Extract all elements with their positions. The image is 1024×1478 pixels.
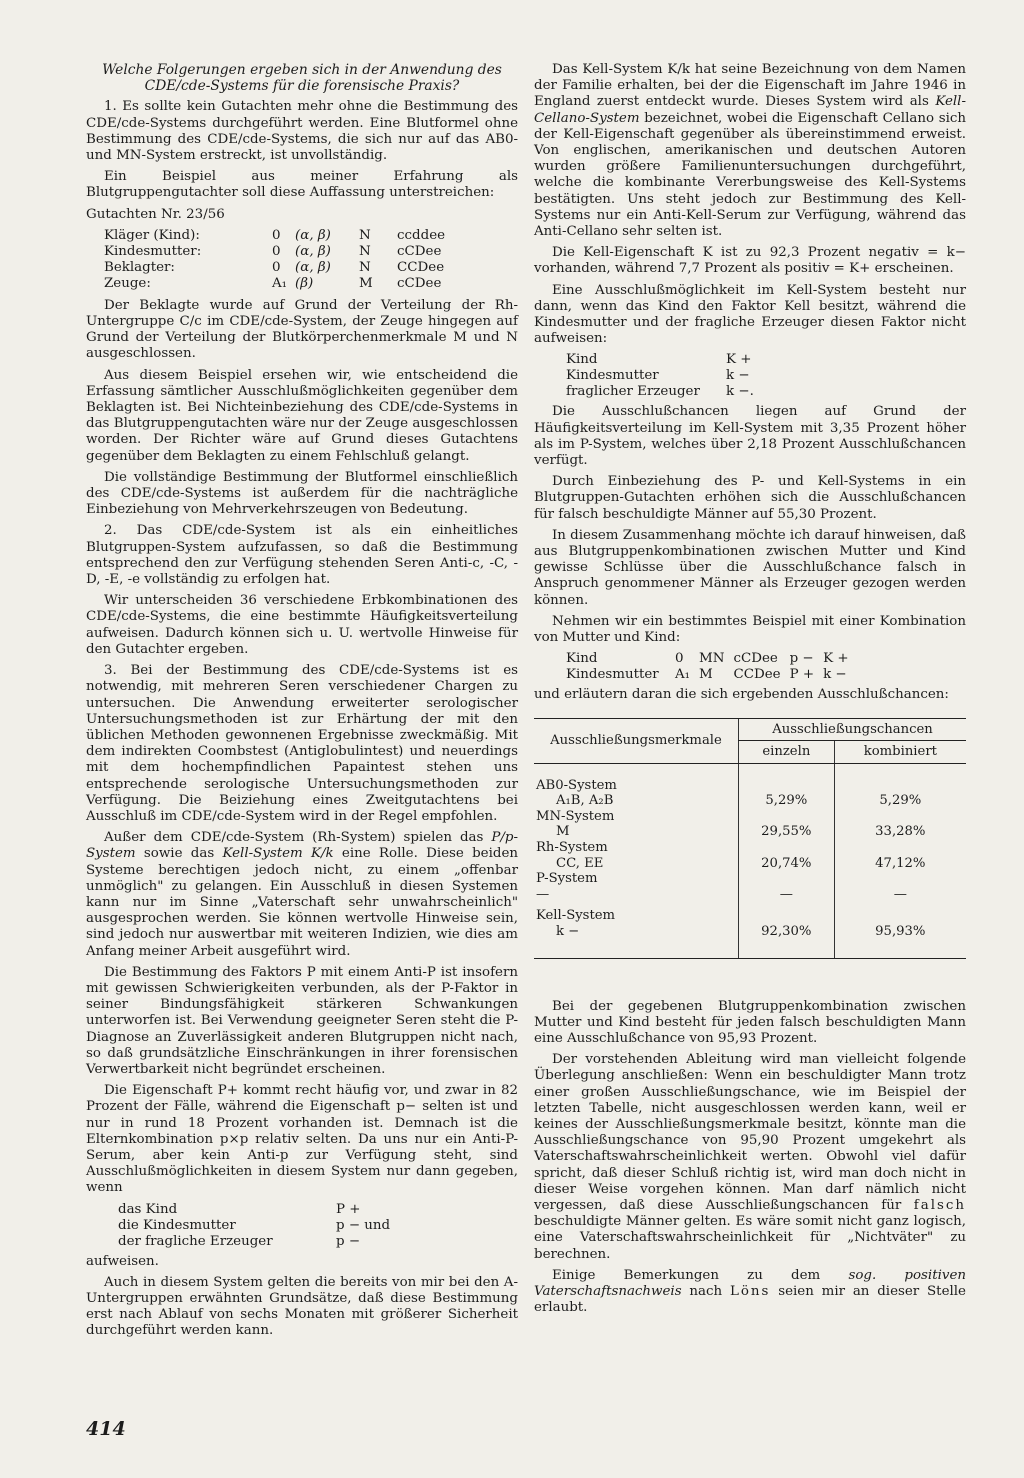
table-spacer-row [534, 940, 966, 959]
paragraph: Auch in diesem System gelten die bereits von mir bei den A-Untergruppen erwähnten Grundsätze, daß diese Bestimmung erst nach Ablauf von sechs Monaten mit größerer Sicherheit durchgeführt werden kann. [86, 1274, 518, 1339]
paragraph: Eine Ausschlußmöglichkeit im Kell-System besteht nur dann, wenn das Kind den Faktor Kell besitzt, während die Kindesmutter und der fragliche Erzeuger diesen Faktor nicht aufweisen: [534, 282, 966, 347]
right-column [534, 62, 966, 1321]
table-row: CC, EE 20,74% 47,12% [534, 856, 966, 872]
kell-system-table [566, 352, 766, 400]
paragraph: Nehmen wir ein bestimmtes Beispiel mit einer Kombination von Mutter und Kind: [534, 613, 966, 646]
paragraph: 3. Bei der Bestimmung des CDE/cde-Systems ist es notwendig, mit mehreren Seren verschiedener Chargen zu untersuchen. Die Anwendung erweiterter serologischer Untersuchungsmethoden ist zur Erhärtung der mit den üblichen Methoden gewonnenen Ergebnisse zweckmäßig. Mit dem indirekten Coombstest (Antiglobulintest) und neuerdings mit dem hochempfindlichen Papaintest stehen uns entsprechende serologische Untersuchungsmethoden zur Verfügung. Die Beiziehung eines Zweitgutachtens bei Ausschluß im CDE/cde-System wird in der Regel empfohlen. [86, 663, 518, 824]
paragraph: 2. Das CDE/cde-System ist als ein einheitliches Blutgruppen-System aufzufassen, so daß die Bestimmung entsprechend den zur Verfügung stehenden Seren Anti-c, -C, -D, -E, -e vollständig zu erfolgen hat. [86, 523, 518, 588]
table-row: das Kind P + [118, 1201, 361, 1217]
table-row: Kindesmutter A₁ M CCDee P + k − [566, 667, 847, 683]
table-row: k − 92,30% 95,93% [534, 924, 966, 940]
column-header-combined: kombiniert [834, 741, 966, 764]
paragraph: Einige Bemerkungen zu dem sog. positiven Vaterschaftsnachweis nach Löns seien mir an dieser Stelle erlaubt. [534, 1267, 966, 1316]
table-row: Kind K + [566, 352, 752, 368]
column-header-chances: Ausschließungschancen [739, 718, 967, 741]
paragraph: 1. Es sollte kein Gutachten mehr ohne die Bestimmung des CDE/cde-Systems durchgeführt werden. Eine Blutformel ohne Bestimmung des CDE/cde-Systems, die sich nur auf das AB0- und MN-System erstreckt, ist unvollständig. [86, 99, 518, 164]
paragraph: Der Beklagte wurde auf Grund der Verteilung der Rh-Untergruppe C/c im CDE/cde-System, der Zeuge hingegen auf Grund der Verteilung der Blutkörperchenmerkmale M und N ausgeschlossen. [86, 297, 518, 362]
paragraph: Bei der gegebenen Blutgruppenkombination zwischen Mutter und Kind besteht für jeden falsch beschuldigten Mann eine Ausschlußchance von 95,93 Prozent. [534, 998, 966, 1047]
table-row: Kind 0 MN cCDee p − K + [566, 651, 849, 667]
table-row: die Kindesmutter p − und [118, 1217, 391, 1233]
exclusion-chances-table [534, 718, 966, 959]
table-row: M 29,55% 33,28% [534, 824, 966, 840]
paragraph: Wir unterscheiden 36 verschiedene Erbkombinationen des CDE/cde-Systems, die eine bestimmte Häufigkeitsverteilung aufweisen. Dadurch können sich u. U. wertvolle Hinweise für den Gutachter ergeben. [86, 593, 518, 657]
paragraph: Die Kell-Eigenschaft K ist zu 92,3 Prozent negativ = k− vorhanden, während 7,7 Prozent als positiv = K+ erscheinen. [534, 245, 966, 277]
paragraph: Die vollständige Bestimmung der Blutformel einschließlich des CDE/cde-Systems ist außerdem für die nachträgliche Einbeziehung von Mehrverkehrszeugen von Bedeutung. [86, 469, 518, 518]
p-system-table [118, 1202, 402, 1250]
paragraph: Durch Einbeziehung des P- und Kell-Systems in ein Blutgruppen-Gutachten erhöhen sich die Ausschlußchancen für falsch beschuldigte Männer auf 55,30 Prozent. [534, 474, 966, 522]
column-header-single: einzeln [739, 741, 835, 764]
case-label: Gutachten Nr. 23/56 [86, 206, 225, 222]
paragraph: Die Bestimmung des Faktors P mit einem Anti-P ist insofern mit gewissen Schwierigkeiten verbunden, als der P-Faktor in seiner Bindungsfähigkeit stärkeren Schwankungen unterworfen ist. Bei Verwendung geeigneter Seren steht die P-Diagnose an Zuverlässigkeit anderen Blutgruppen nicht nach, so daß grundsätzliche Einschränkungen in ihrer forensischen Verwertbarkeit nicht begründet erscheinen. [86, 964, 518, 1077]
paragraph: Aus diesem Beispiel ersehen wir, wie entscheidend die Erfassung sämtlicher Ausschlußmöglichkeiten gegenüber dem Beklagten ist. Bei Nichteinbeziehung des CDE/cde-Systems in das Blutgruppengutachten wäre nur der Zeuge ausgeschlossen worden. Der Richter wäre auf Grund dieses Gutachtens gegenüber dem Beklagten zu einem Fehlschluß gelangt. [86, 367, 518, 464]
column-header-features: Ausschließungsmerkmale [534, 718, 739, 763]
table-header-row [534, 718, 966, 741]
mother-child-combination-table [566, 651, 858, 683]
paragraph: Die Ausschlußchancen liegen auf Grund der Häufigkeitsverteilung im Kell-System mit 3,35 Prozent höher als im P-System, welches über 2,18 Prozent Ausschlußchancen verfügt. [534, 404, 966, 469]
table-row: Zeuge: A₁ (β) M cCDee [104, 275, 442, 291]
paragraph: aufweisen. [86, 1253, 159, 1269]
section-heading: Welche Folgerungen ergeben sich in der Anwendung des CDE/cde-Systems für die forensische Praxis? [102, 62, 502, 95]
table-row: P-System [534, 871, 966, 887]
paragraph: und erläutern daran die sich ergebenden Ausschlußchancen: [534, 687, 949, 703]
table-row: Kläger (Kind): 0 (α, β) N ccddee [104, 227, 446, 243]
table-row: — — — [534, 887, 966, 903]
paragraph: Das Kell-System K/k hat seine Bezeichnung von dem Namen der Familie erhalten, bei der die Eigenschaft im Jahre 1946 in England zuerst entdeckt wurde. Dieses System wird als Kell-Cellano-System bezeichnet, wobei die Eigenschaft Cellano sich der Kell-Eigenschaft gegenüber als übereinstimmend erweist. Von englischen, amerikanischen und deutschen Autoren wurden größere Familienuntersuchungen durchgeführt, welche die kombinante Vererbungsweise des Kell-Systems bestätigten. Uns steht jedoch zur Bestimmung des Kell-Systems nur ein Anti-Kell-Serum zur Verfügung, während das Anti-Cellano sehr selten ist. [534, 62, 966, 240]
paragraph: Ein Beispiel aus meiner Erfahrung als Blutgruppengutachter soll diese Auffassung unterstreichen: [86, 169, 518, 201]
table-row: MN-System [534, 809, 966, 825]
table-row: Kindesmutter: 0 (α, β) N cCDee [104, 243, 442, 259]
table-row: Kell-System [534, 902, 966, 924]
left-column [86, 62, 518, 1345]
table-row: A₁B, A₂B 5,29% 5,29% [534, 793, 966, 809]
paragraph: Die Eigenschaft P+ kommt recht häufig vor, und zwar in 82 Prozent der Fälle, während die Eigenschaft p− selten ist und nur in rund 18 Prozent vorhanden ist. Demnach ist die Elternkombination p×p relativ selten. Da uns nur ein Anti-P-Serum, aber kein Anti-p zur Verfügung steht, sind Ausschlußmöglichkeiten in diesem System nur dann gegeben, wenn [86, 1083, 518, 1196]
table-row: Kindesmutter k − [566, 368, 750, 384]
paragraph: Der vorstehenden Ableitung wird man vielleicht folgende Überlegung anschließen: Wenn ein beschuldigter Mann trotz einer großen Ausschließungschance, wie im Beispiel der letzten Tabelle, nicht ausgeschlossen werden kann, weil er keines der Ausschließungsmerkmale besitzt, könnte man die Ausschließungschance von 95,90 Prozent umgekehrt als Vaterschaftswahrscheinlichkeit werten. Obwohl viel dafür spricht, daß dieser Schluß richtig ist, wird man doch nicht in dieser Weise vorgehen können. Man darf nämlich nicht vergessen, daß diese Ausschließungschancen für falsch beschuldigte Männer gelten. Es wäre somit nicht ganz logisch, eine Vaterschaftswahrscheinlichkeit für „Nichtväter" zu berechnen. [534, 1052, 966, 1262]
paragraph: In diesem Zusammenhang möchte ich darauf hinweisen, daß aus Blutgruppenkombinationen zwischen Mutter und Kind gewisse Schlüsse über die Ausschlußchance falsch in Anspruch genommener Männer als Erzeuger gezogen werden können. [534, 527, 967, 608]
case-blood-table [104, 228, 453, 292]
paragraph: Außer dem CDE/cde-System (Rh-System) spielen das P/p-System sowie das Kell-System K/k eine Rolle. Diese beiden Systeme berechtigen jedoch nicht, zu einem „offenbar unmöglich" zu gelangen. Ein Ausschluß in diesen Systemen kann nur im Sinne „Vaterschaft sehr unwahrscheinlich" ausgesprochen werden. Sie können wertvolle Hinweise sein, sind jedoch nur auswertbar mit weiteren Indizien, wie dies am Anfang meiner Arbeit ausgeführt wird. [86, 830, 518, 959]
table-row: fraglicher Erzeuger k −. [566, 384, 754, 400]
table-row: Beklagter: 0 (α, β) N CCDee [104, 259, 445, 275]
table-row: Rh-System [534, 840, 966, 856]
table-spacer-row [534, 763, 966, 778]
table-row: AB0-System [534, 778, 966, 794]
page-number: 414 [86, 1418, 126, 1440]
table-row: der fragliche Erzeuger p − [118, 1233, 361, 1249]
